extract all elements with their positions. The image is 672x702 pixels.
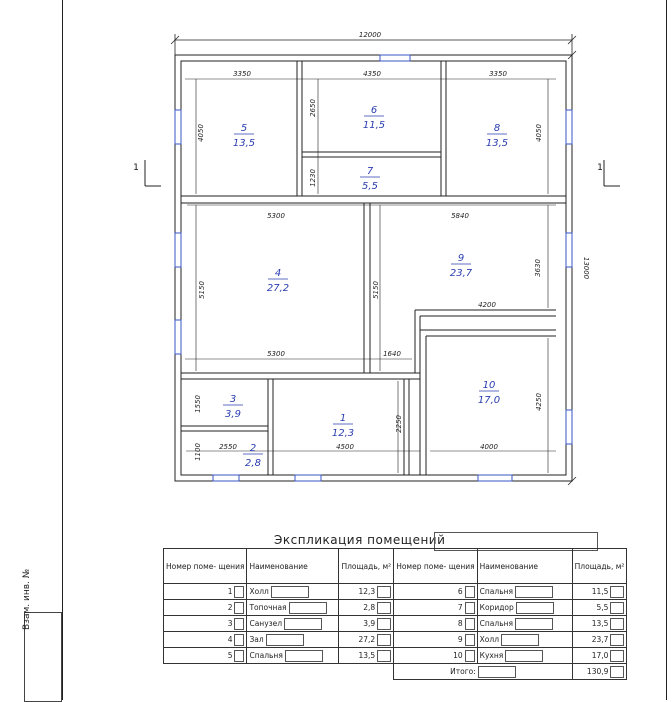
room-area: 23,7 (449, 268, 473, 279)
room-number: 10 (482, 380, 496, 391)
room-5 (233, 123, 255, 149)
room-area: 5,5 (362, 181, 378, 192)
room-number-cell: 10 (453, 650, 463, 660)
room-number: 1 (339, 413, 347, 424)
room-number: 7 (366, 166, 374, 177)
dim-label: 1550 (194, 395, 202, 413)
room-name-cell: Зал (249, 634, 264, 644)
cell-box (234, 602, 244, 614)
header-room-area: Площадь, м² (572, 549, 627, 584)
cell-box (465, 650, 475, 662)
room-area-cell: 12,3 (358, 586, 376, 596)
section-mark-right-label: 1 (597, 163, 603, 173)
room-name-cell: Спальня (479, 586, 514, 596)
table-total-row (164, 664, 627, 680)
dim-label: 2650 (309, 99, 317, 117)
cell-box (234, 618, 244, 630)
cell-box (478, 666, 516, 678)
cell-box (610, 634, 624, 646)
cell-box (234, 586, 244, 598)
cell-box (377, 618, 391, 630)
cell-box (271, 586, 309, 598)
dim-label: 4000 (480, 443, 498, 451)
room-number-cell: 1 (227, 586, 233, 596)
header-room-number: Номер поме- щения (394, 549, 477, 584)
cell-box (465, 602, 475, 614)
total-label: Итого: (450, 666, 476, 676)
dim-label: 1230 (309, 169, 317, 187)
room-area: 2,8 (245, 458, 261, 469)
room-area-cell: 5,5 (596, 602, 609, 612)
table-row (164, 648, 627, 664)
cell-box (610, 602, 624, 614)
header-room-name: Наименование (247, 549, 339, 584)
room-2 (243, 443, 263, 469)
cell-box (610, 666, 624, 678)
dim-label: 5150 (198, 281, 206, 299)
cell-box (610, 586, 624, 598)
dim-label: 4250 (535, 393, 543, 411)
cell-box (377, 602, 391, 614)
cell-box (377, 650, 391, 662)
dim-label: 4500 (336, 443, 354, 451)
cell-box (284, 618, 322, 630)
cell-box (505, 650, 543, 662)
dim-label: 4050 (197, 124, 205, 142)
cell-box (266, 634, 304, 646)
room-number: 5 (240, 123, 248, 134)
room-name-cell: Кухня (479, 650, 504, 660)
cell-box (610, 618, 624, 630)
room-number: 8 (493, 123, 501, 134)
room-number-cell: 8 (457, 618, 463, 628)
section-mark-left (145, 160, 161, 186)
room-name-cell: Холл (479, 634, 499, 644)
table-title: Экспликация помещений (274, 533, 446, 547)
cell-box (289, 602, 327, 614)
room-10 (478, 380, 500, 406)
dim-label: 5150 (372, 281, 380, 299)
room-name-cell: Спальня (479, 618, 514, 628)
cell-box (465, 586, 475, 598)
room-area-cell: 11,5 (591, 586, 609, 596)
dim-label: 3350 (233, 70, 251, 78)
cell-box (234, 650, 244, 662)
room-number-cell: 2 (227, 602, 233, 612)
dim-label: 2550 (219, 443, 237, 451)
section-mark-right (604, 160, 620, 186)
cell-box (516, 602, 554, 614)
dim-label: 5300 (267, 350, 285, 358)
room-number-cell: 9 (457, 634, 463, 644)
table-row (164, 616, 627, 632)
dim-label: 4050 (535, 124, 543, 142)
dim-label: 3630 (534, 259, 542, 277)
room-7 (360, 166, 380, 192)
cell-box (285, 650, 323, 662)
room-8 (486, 123, 508, 149)
dim-label: 1100 (194, 443, 202, 461)
header-room-area: Площадь, м² (339, 549, 394, 584)
room-1 (332, 413, 354, 439)
room-area-cell: 13,5 (591, 618, 609, 628)
cell-box (234, 634, 244, 646)
room-number: 3 (229, 394, 237, 405)
room-area-cell: 17,0 (591, 650, 609, 660)
table-row (164, 632, 627, 648)
room-name-cell: Топочная (249, 602, 287, 612)
dim-label: 3350 (489, 70, 507, 78)
room-area: 17,0 (477, 395, 501, 406)
room-area-cell: 27,2 (358, 634, 376, 644)
room-4 (267, 268, 289, 294)
table-header-row (164, 549, 627, 584)
room-name-cell: Коридор (479, 602, 514, 612)
cell-box (465, 618, 475, 630)
cell-box (515, 586, 553, 598)
total-value: 130,9 (586, 666, 609, 676)
room-number: 4 (274, 268, 282, 279)
room-number-cell: 7 (457, 602, 463, 612)
overall-width-label: 12000 (358, 31, 382, 39)
dim-label: 5300 (267, 212, 285, 220)
dim-label: 4350 (363, 70, 381, 78)
room-number-cell: 4 (227, 634, 233, 644)
room-area: 13,5 (232, 138, 256, 149)
room-area: 27,2 (266, 283, 290, 294)
room-number: 2 (249, 443, 257, 454)
room-area: 12,3 (331, 428, 355, 439)
section-mark-left-label: 1 (133, 163, 139, 173)
room-3 (223, 394, 243, 420)
table-row (164, 584, 627, 600)
header-room-number: Номер поме- щения (164, 549, 247, 584)
room-area: 3,9 (225, 409, 241, 420)
cell-box (515, 618, 553, 630)
cell-box (377, 586, 391, 598)
dim-label: 5840 (451, 212, 469, 220)
table-row (164, 600, 627, 616)
inventory-stamp-label: Взам. инв. № (22, 568, 32, 630)
dim-label: 4200 (478, 301, 496, 309)
room-number: 9 (457, 253, 465, 264)
room-area-cell: 13,5 (358, 650, 376, 660)
cell-box (501, 634, 539, 646)
room-6 (363, 105, 385, 131)
room-area: 13,5 (485, 138, 509, 149)
dim-label: 2250 (395, 415, 403, 433)
header-room-name: Наименование (477, 549, 572, 584)
room-number-cell: 3 (227, 618, 233, 628)
room-name-cell: Санузел (249, 618, 283, 628)
overall-height-label: 13000 (582, 256, 590, 280)
room-area-cell: 23,7 (591, 634, 609, 644)
room-number-cell: 6 (457, 586, 463, 596)
room-area-cell: 2,8 (363, 602, 376, 612)
explication-table (163, 548, 627, 680)
cell-box (377, 634, 391, 646)
room-number: 6 (370, 105, 378, 116)
cell-box (610, 650, 624, 662)
room-area: 11,5 (362, 120, 386, 131)
room-9 (450, 253, 473, 279)
room-name-cell: Спальня (249, 650, 283, 660)
room-name-cell: Холл (249, 586, 269, 596)
cell-box (465, 634, 475, 646)
room-area-cell: 3,9 (363, 618, 376, 628)
room-number-cell: 5 (227, 650, 233, 660)
dim-label: 1640 (383, 350, 401, 358)
